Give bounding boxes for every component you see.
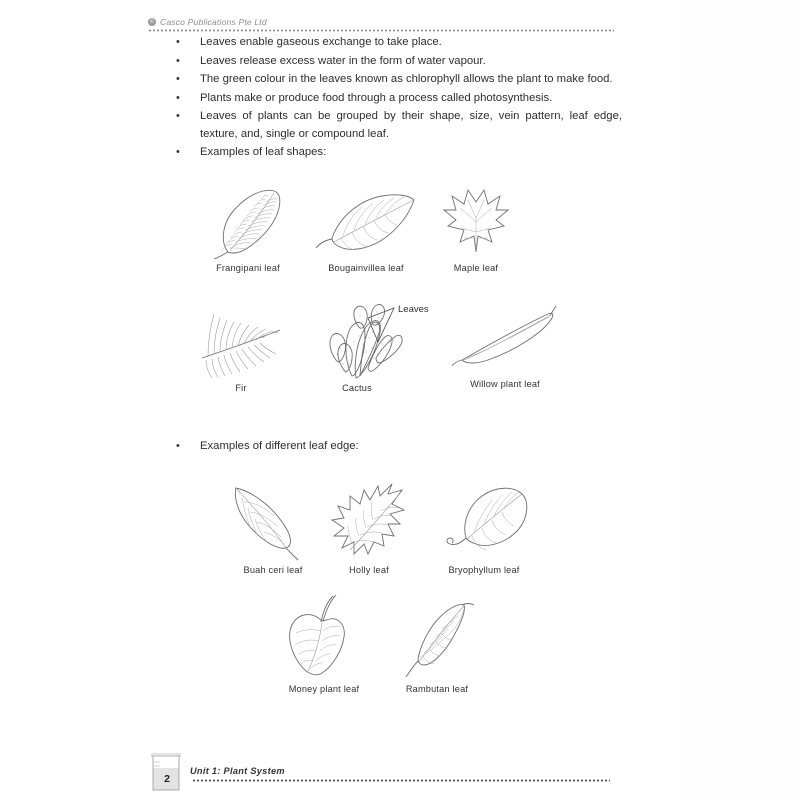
bullet-list bbox=[176, 34, 622, 163]
figure-caption: Rambutan leaf bbox=[405, 684, 469, 694]
figure-fir bbox=[196, 300, 286, 393]
figure-money-plant bbox=[274, 595, 374, 694]
willow-leaf-icon bbox=[444, 306, 566, 376]
rambutan-leaf-icon bbox=[396, 595, 478, 681]
bryophyllum-leaf-icon bbox=[434, 480, 534, 562]
bullet-text: Examples of leaf shapes: bbox=[200, 146, 327, 158]
figure-bryophyllum bbox=[434, 480, 534, 575]
bullet-marker: • bbox=[176, 36, 180, 48]
figure-caption: Holly leaf bbox=[349, 565, 389, 575]
figure-rambutan bbox=[396, 595, 478, 694]
holly-leaf-icon bbox=[326, 480, 412, 562]
bullet-marker: • bbox=[176, 73, 180, 85]
figure-buah-ceri bbox=[224, 480, 322, 575]
buah-ceri-leaf-icon bbox=[224, 480, 322, 562]
figure-caption: Money plant leaf bbox=[288, 684, 360, 694]
bullet-marker: • bbox=[176, 54, 180, 67]
figure-caption: Cactus bbox=[342, 383, 372, 393]
list-item bbox=[176, 144, 622, 162]
bullet-marker: • bbox=[176, 440, 180, 452]
figure-caption: Buah ceri leaf bbox=[243, 565, 303, 575]
figure-holly bbox=[326, 480, 412, 575]
cactus-icon bbox=[316, 298, 436, 380]
bullet-marker: • bbox=[176, 146, 180, 158]
bullet-text: Leaves of plants can be grouped by their shape, size, vein pattern, leaf edge, texture, and, single or compound leaf. bbox=[200, 110, 622, 140]
bullet-text: Plants make or produce food through a process called photosynthesis. bbox=[200, 91, 553, 104]
list-item bbox=[176, 108, 622, 143]
money-plant-leaf-icon bbox=[274, 595, 374, 681]
callout-label: Leaves bbox=[398, 304, 429, 315]
page-footer bbox=[150, 752, 620, 798]
bullet-text: Leaves enable gaseous exchange to take place. bbox=[200, 36, 442, 48]
figure-caption: Willow plant leaf bbox=[470, 379, 540, 389]
leaf-edge-bullet bbox=[176, 438, 622, 457]
figure-maple bbox=[438, 182, 514, 273]
bullet-marker: • bbox=[176, 110, 180, 122]
figure-willow bbox=[444, 306, 566, 389]
figure-caption: Frangipani leaf bbox=[216, 263, 280, 273]
page-edge bbox=[681, 0, 800, 800]
header-dotted-rule bbox=[148, 29, 614, 32]
bullet-text: The green colour in the leaves known as chlorophyll allows the plant to make food. bbox=[200, 73, 613, 85]
figure-frangipani bbox=[198, 182, 298, 273]
footer-dotted-rule bbox=[192, 779, 610, 782]
list-item bbox=[176, 71, 622, 89]
figure-caption: Bougainvillea leaf bbox=[328, 263, 404, 273]
copyright-icon: © bbox=[149, 19, 155, 25]
figure-bougainvillea bbox=[310, 182, 422, 273]
figure-caption: Bryophyllum leaf bbox=[448, 565, 520, 575]
bullet-text: Examples of different leaf edge: bbox=[200, 440, 359, 452]
list-item bbox=[176, 438, 622, 456]
list-item bbox=[176, 90, 622, 108]
fir-needle-icon bbox=[196, 300, 286, 380]
beaker-icon bbox=[150, 752, 184, 792]
figure-caption: Fir bbox=[235, 383, 247, 393]
publisher-name: Casco Publications Pte Ltd bbox=[160, 17, 267, 27]
figure-cactus bbox=[316, 298, 436, 393]
bougainvillea-leaf-icon bbox=[310, 182, 422, 260]
bullet-marker: • bbox=[176, 91, 180, 104]
frangipani-leaf-icon bbox=[198, 182, 298, 260]
list-item bbox=[176, 53, 622, 71]
maple-leaf-icon bbox=[438, 182, 514, 260]
list-item bbox=[176, 34, 622, 52]
figure-caption: Maple leaf bbox=[453, 263, 499, 273]
page-header bbox=[148, 16, 618, 28]
page-number: 2 bbox=[164, 773, 170, 785]
unit-title: Unit 1: Plant System bbox=[190, 766, 285, 776]
bullet-text: Leaves release excess water in the form of water vapour. bbox=[200, 54, 486, 67]
